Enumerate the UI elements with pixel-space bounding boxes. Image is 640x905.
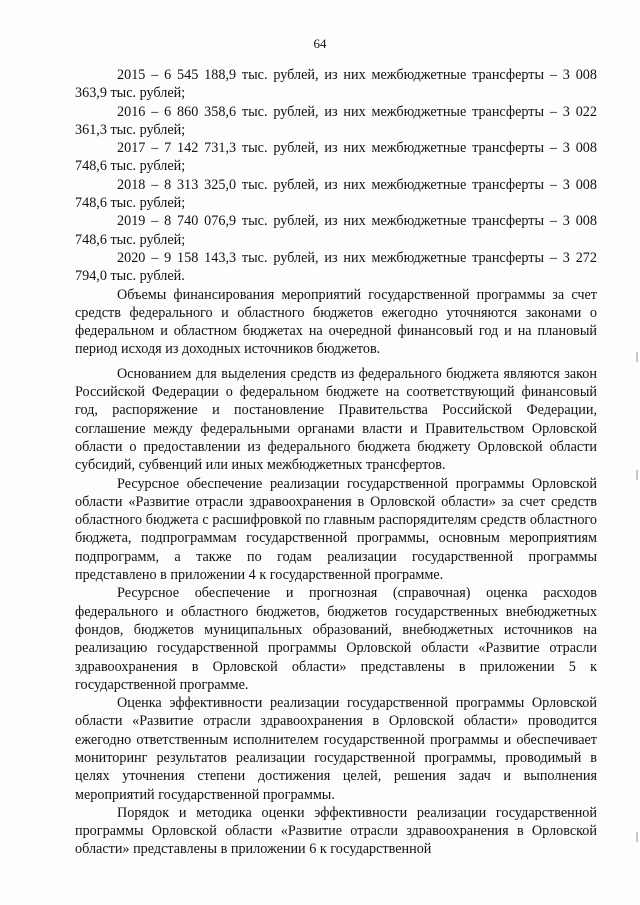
paragraph-federal-basis: Основанием для выделения средств из федерального бюджета являются закон Российской Федерации о федеральном бюджете на соответствующий финансовый год, распоряжение и постановление Правительства Российской Федерации, соглашение между федеральными органами власти и Правительством Орловской области о предоставлении из федерального бюджета бюджету Орловской области субсидий, субвенций или иных межбюджетных трансфертов.: [75, 365, 597, 474]
scan-margin-mark: [636, 470, 638, 480]
budget-line-2018: 2018 – 8 313 325,0 тыс. рублей, из них межбюджетные трансферты – 3 008 748,6 тыс. рублей;: [75, 176, 597, 212]
scan-margin-mark: [636, 832, 638, 842]
paragraph-forecast-estimate: Ресурсное обеспечение и прогнозная (справочная) оценка расходов федерального и областного бюджетов, бюджетов государственных внебюджетных фондов, бюджетов муниципальных образований, внебюджетных источников на реализацию государственной программы Орловской области «Развитие отрасли здравоохранения в Орловской области» представлены в приложении 5 к государственной программе.: [75, 585, 597, 693]
budget-line-2019: 2019 – 8 740 076,9 тыс. рублей, из них межбюджетные трансферты – 3 008 748,6 тыс. рублей;: [75, 213, 597, 248]
budget-line-2020: 2020 – 9 158 143,3 тыс. рублей, из них межбюджетные трансферты – 3 272 794,0 тыс. рублей.: [75, 249, 597, 285]
paragraph-evaluation-method: Порядок и методика оценки эффективности реализации государственной программы Орловской области «Развитие отрасли здравоохранения в Орловской области» представлены в приложении 6 к государственной: [75, 804, 597, 858]
page-number: 64: [313, 36, 327, 51]
scan-margin-mark: [636, 352, 638, 362]
budget-line-2017: 2017 – 7 142 731,3 тыс. рублей, из них межбюджетные трансферты – 3 008 748,6 тыс. рублей;: [75, 140, 597, 175]
paragraph-efficiency-evaluation: Оценка эффективности реализации государственной программы Орловской области «Развитие отрасли здравоохранения в Орловской области» проводится ежегодно ответственным исполнителем государственной программы и обеспечивает мониторинг результатов реализации государственной программы, проводимый в целях уточнения степени достижения целей, решения задач и выполнения мероприятий государственной программы.: [75, 695, 597, 803]
document-body: [75, 66, 597, 859]
budget-line-2015: 2015 – 6 545 188,9 тыс. рублей, из них межбюджетные трансферты – 3 008 363,9 тыс. рублей;: [75, 67, 597, 102]
budget-line-2016: 2016 – 6 860 358,6 тыс. рублей, из них межбюджетные трансферты – 3 022 361,3 тыс. рублей;: [75, 103, 597, 138]
paragraph-funding-volumes: Объемы финансирования мероприятий государственной программы за счет средств федерального и областного бюджетов ежегодно уточняются законами о федеральном и областном бюджетах на очередной финансовый год и на плановый период исходя из доходных источников бюджетов.: [75, 286, 597, 358]
paragraph-regional-resources: Ресурсное обеспечение реализации государственной программы Орловской области «Развитие отрасли здравоохранения в Орловской области» за счет средств областного бюджета с расшифровкой по главным распорядителям средств областного бюджета, подпрограммам государственной программы, основным мероприятиям подпрограмм, а также по годам реализации государственной программы представлено в приложении 4 к государственной программе.: [75, 475, 597, 584]
